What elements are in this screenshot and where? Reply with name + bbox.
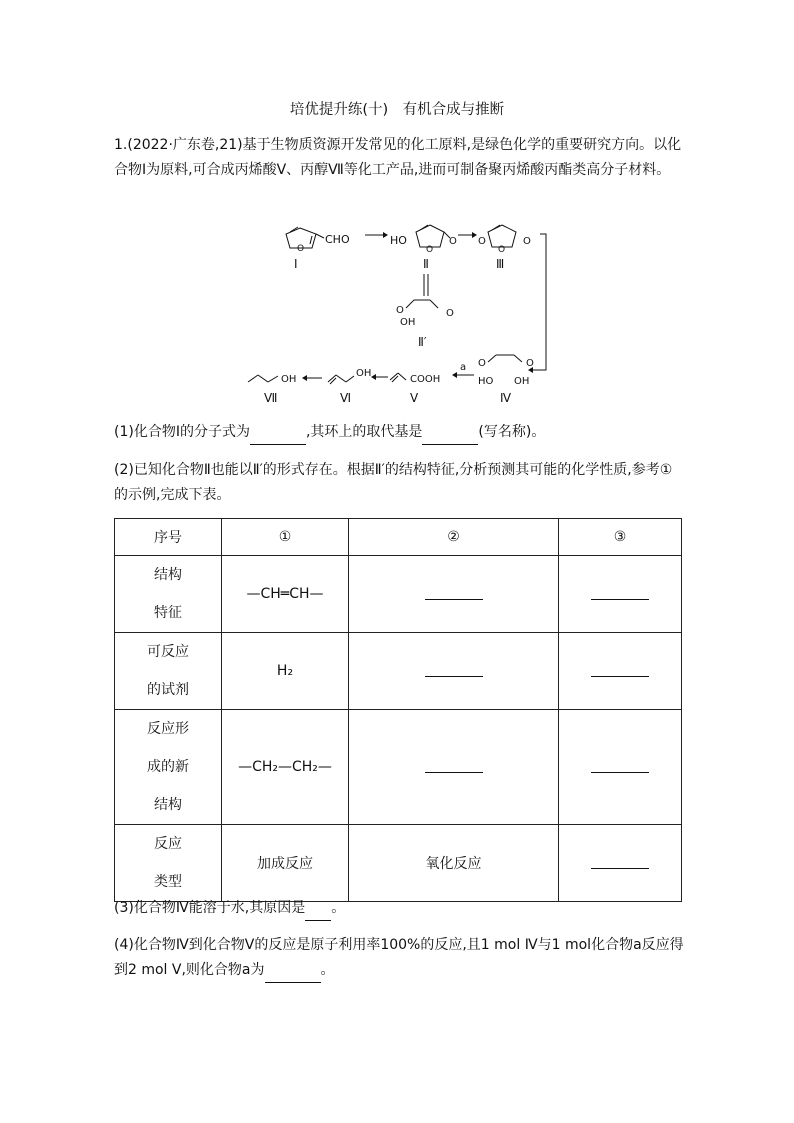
svg-text:OH: OH (356, 368, 372, 379)
question-3: (3)化合物Ⅳ能溶于水,其原因是 。 (114, 896, 684, 921)
label-IV: Ⅳ (500, 391, 512, 405)
table-cell: —CH₂—CH₂— (222, 710, 349, 825)
svg-text:O: O (449, 236, 457, 247)
svg-text:O: O (498, 245, 506, 255)
row-label: 反应形 成的新 结构 (115, 710, 222, 825)
label-VII: Ⅶ (264, 391, 278, 405)
svg-text:O: O (396, 305, 404, 316)
answer-blank[interactable] (305, 905, 331, 921)
cho-label: CHO (325, 233, 350, 246)
svg-text:COOH: COOH (410, 374, 441, 385)
header-cell: 序号 (115, 519, 222, 556)
table-cell: 加成反应 (222, 825, 349, 902)
table-header-row (115, 519, 682, 556)
label-II: Ⅱ (423, 257, 429, 271)
label-I: Ⅰ (294, 257, 298, 271)
page-title: 培优提升练(十) 有机合成与推断 (289, 102, 505, 118)
answer-blank[interactable] (559, 633, 682, 710)
svg-text:O: O (478, 358, 486, 369)
answer-blank[interactable] (265, 967, 321, 983)
label-VI: Ⅵ (340, 391, 352, 405)
compound-VII-structure (248, 374, 296, 405)
compound-IV-structure (478, 355, 534, 405)
reagent-a: a (460, 362, 467, 373)
svg-text:OH: OH (400, 317, 416, 328)
svg-text:O: O (478, 236, 486, 247)
properties-table (114, 518, 682, 902)
table-cell: —CH═CH— (222, 556, 349, 633)
question-1: (1)化合物Ⅰ的分子式为 ,其环上的取代基是 (写名称)。 (114, 420, 684, 445)
table-row (115, 710, 682, 825)
answer-blank[interactable] (559, 710, 682, 825)
label-V: Ⅴ (410, 391, 419, 405)
label-II-prime: Ⅱ′ (418, 335, 427, 349)
table-row (115, 825, 682, 902)
row-label: 反应 类型 (115, 825, 222, 902)
svg-text:O: O (523, 236, 531, 247)
label-III: Ⅲ (496, 257, 505, 271)
table-cell: 氧化反应 (349, 825, 559, 902)
row-label: 可反应 的试剂 (115, 633, 222, 710)
answer-blank[interactable] (349, 556, 559, 633)
question-4: (4)化合物Ⅳ到化合物Ⅴ的反应是原子利用率100%的反应,且1 mol Ⅳ与1 mol化合物a反应得到2 mol Ⅴ,则化合物a为 。 (114, 933, 684, 983)
question-2: (2)已知化合物Ⅱ也能以Ⅱ′的形式存在。根据Ⅱ′的结构特征,分析预测其可能的化学性质,参考①的示例,完成下表。 (114, 462, 673, 503)
svg-text:O: O (297, 244, 305, 254)
answer-blank[interactable] (349, 633, 559, 710)
table-row (115, 633, 682, 710)
svg-text:O: O (426, 245, 434, 255)
answer-blank[interactable] (250, 429, 306, 445)
row-label: 结构 特征 (115, 556, 222, 633)
table-row (115, 556, 682, 633)
compound-II-structure (390, 225, 457, 271)
compound-V-structure (390, 373, 440, 405)
compound-III-structure (478, 225, 531, 271)
answer-blank[interactable] (422, 429, 478, 445)
compound-II-prime-structure (396, 300, 454, 349)
compound-I-structure (286, 227, 350, 271)
svg-text:OH: OH (281, 374, 297, 385)
header-cell: ① (222, 519, 349, 556)
compound-VI-structure (328, 368, 371, 405)
header-cell: ③ (559, 519, 682, 556)
answer-blank[interactable] (349, 710, 559, 825)
svg-text:HO: HO (390, 234, 407, 247)
svg-text:OH: OH (514, 376, 530, 387)
answer-blank[interactable] (559, 825, 682, 902)
table-cell: H₂ (222, 633, 349, 710)
answer-blank[interactable] (559, 556, 682, 633)
svg-text:O: O (446, 308, 454, 319)
problem-intro: 1.(2022·广东卷,21)基于生物质资源开发常见的化工原料,是绿色化学的重要研究方向。以化合物Ⅰ为原料,可合成丙烯酸Ⅴ、丙醇Ⅶ等化工产品,进而可制备聚丙烯酸丙酯类高分子材料。 (114, 137, 682, 178)
svg-text:HO: HO (478, 376, 494, 387)
svg-text:O: O (526, 358, 534, 369)
header-cell: ② (349, 519, 559, 556)
reaction-scheme (230, 210, 570, 410)
